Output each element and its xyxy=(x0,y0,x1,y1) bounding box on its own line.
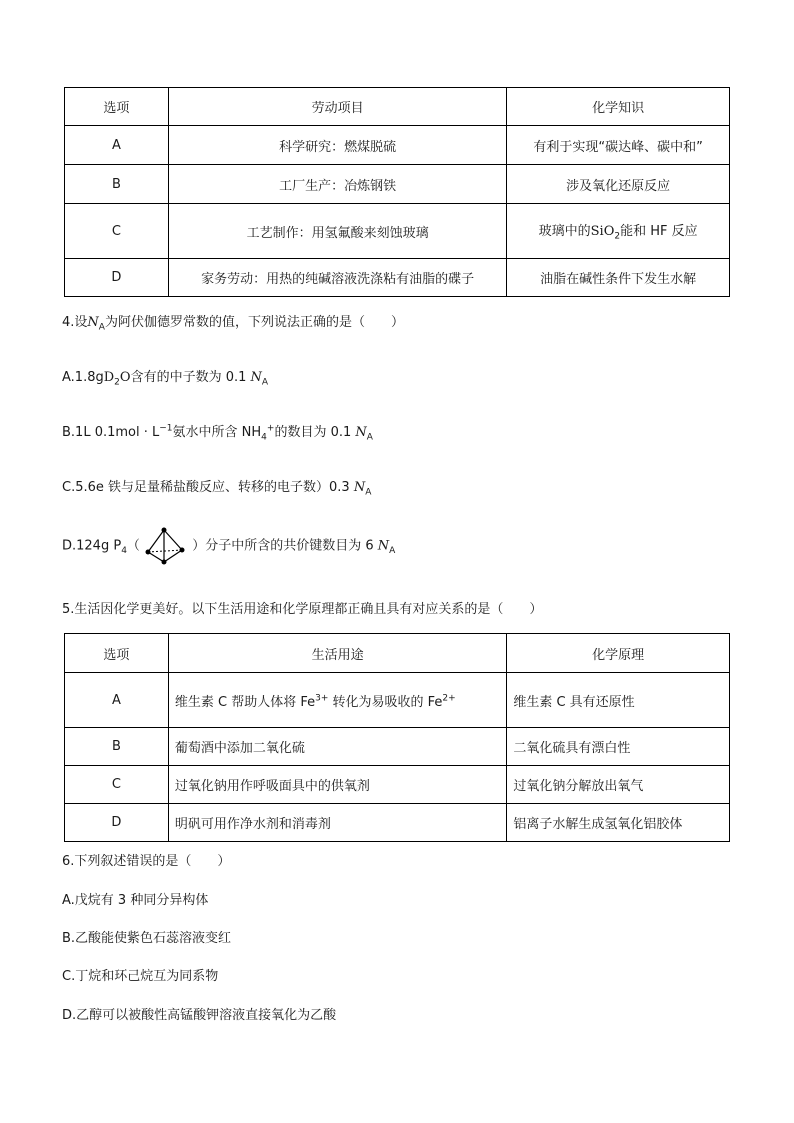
row-option: A xyxy=(65,126,169,165)
row-knowledge: 玻璃中的SiO$_2$能和 HF 反应 xyxy=(507,204,730,259)
labor-table xyxy=(64,87,730,297)
row-use: 过氧化钠用作呼吸面具中的供氧剂 xyxy=(168,766,506,804)
q6-option-c: C.丁烷和环己烷互为同系物 xyxy=(62,969,219,984)
header-option: 选项 xyxy=(65,88,169,126)
header-knowledge: 化学知识 xyxy=(507,88,730,126)
row-principle: 维生素 C 具有还原性 xyxy=(507,673,730,728)
row-knowledge: 油脂在碱性条件下发生水解 xyxy=(507,259,730,297)
row-use: 明矾可用作净水剂和消毒剂 xyxy=(168,804,506,842)
row-option: D xyxy=(65,259,169,297)
table-row xyxy=(65,259,730,297)
row-activity: 工厂生产：冶炼钢铁 xyxy=(168,165,506,204)
row-option: D xyxy=(65,804,169,842)
row-principle: 过氧化钠分解放出氧气 xyxy=(507,766,730,804)
header-principle: 化学原理 xyxy=(507,634,730,673)
row-option: B xyxy=(65,728,169,766)
q4-stem: 4.设$N_A$为阿伏伽德罗常数的值，下列说法正确的是（ ） xyxy=(62,315,404,333)
row-activity: 科学研究：燃煤脱硫 xyxy=(168,126,506,165)
row-activity: 家务劳动：用热的纯碱溶液洗涤粘有油脂的碟子 xyxy=(168,259,506,297)
row-option: C xyxy=(65,204,169,259)
header-use: 生活用途 xyxy=(168,634,506,673)
q4-option-b: B.1L $0.1mol \cdot L^{-1}$氨水中所含 $NH_4^+$的数目为 0.1 $N_A$ xyxy=(62,423,373,443)
q6-option-b: B.乙酸能使紫色石蕊溶液变红 xyxy=(62,931,232,946)
table-row xyxy=(65,165,730,204)
q4-option-a: $A.1.8gD_2O$含有的中子数为 0.1 $N_A$ xyxy=(62,370,269,388)
row-use: 葡萄酒中添加二氧化硫 xyxy=(168,728,506,766)
q6-option-d: D.乙醇可以被酸性高锰酸钾溶液直接氧化为乙酸 xyxy=(62,1008,337,1023)
row-principle: 二氧化硫具有漂白性 xyxy=(507,728,730,766)
life-chemistry-table xyxy=(64,633,730,842)
row-use: 维生素 C 帮助人体将 $Fe^{3+}$ 转化为易吸收的 $Fe^{2+}$ xyxy=(168,673,506,728)
row-option: B xyxy=(65,165,169,204)
row-knowledge: 有利于实现“碳达峰、碳中和” xyxy=(507,126,730,165)
header-option: 选项 xyxy=(65,634,169,673)
table-row xyxy=(65,204,730,259)
table-header-row xyxy=(65,634,730,673)
table-row xyxy=(65,766,730,804)
table-header-row xyxy=(65,88,730,126)
q4-option-d: D.124g $P_4$（ ）分子中所含的共价键数目为 6 $N_A$ xyxy=(62,526,395,566)
row-option: A xyxy=(65,673,169,728)
q6-stem: 6.下列叙述错误的是（ ） xyxy=(62,854,231,869)
table-row xyxy=(65,728,730,766)
q5-stem: 5.生活因化学更美好。以下生活用途和化学原理都正确且具有对应关系的是（ ） xyxy=(62,602,543,617)
p4-tetrahedron-icon xyxy=(144,526,188,566)
q4-option-c: C.5.6e 铁与足量稀盐酸反应、转移的电子数）0.3 $N_A$ xyxy=(62,480,372,498)
table-row xyxy=(65,673,730,728)
table-row xyxy=(65,126,730,165)
row-activity: 工艺制作：用氢氟酸来刻蚀玻璃 xyxy=(168,204,506,259)
q6-option-a: A.戊烷有 3 种同分异构体 xyxy=(62,893,209,908)
table-row xyxy=(65,804,730,842)
row-knowledge: 涉及氧化还原反应 xyxy=(507,165,730,204)
header-activity: 劳动项目 xyxy=(168,88,506,126)
row-option: C xyxy=(65,766,169,804)
row-principle: 铝离子水解生成氢氧化铝胶体 xyxy=(507,804,730,842)
